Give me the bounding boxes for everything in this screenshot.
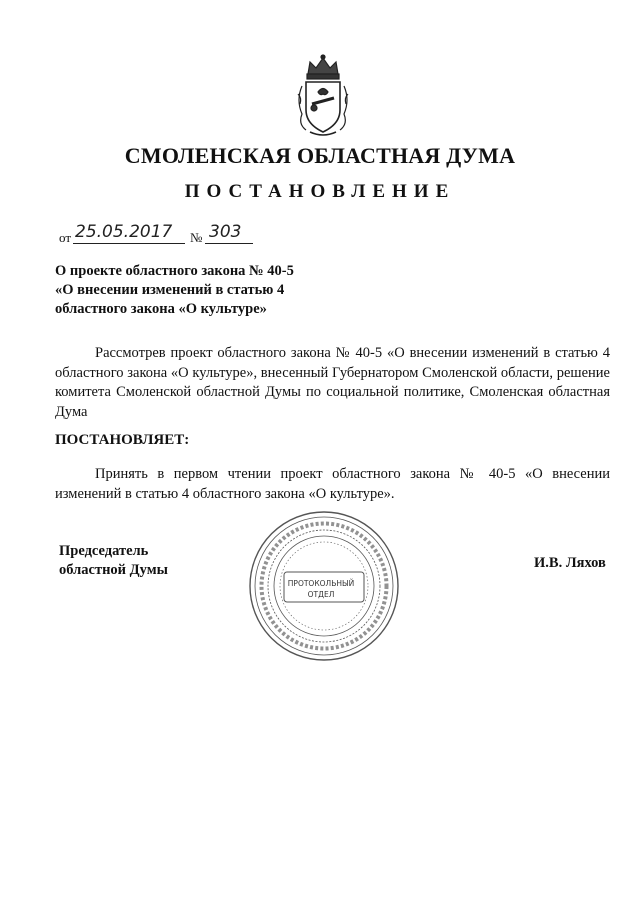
organization-title: СМОЛЕНСКАЯ ОБЛАСТНАЯ ДУМА	[124, 143, 516, 168]
position-line: Председатель	[59, 543, 149, 559]
subject-block	[55, 262, 375, 319]
document-type-title: ПОСТАНОВЛЕНИЕ	[184, 181, 456, 202]
subject-line: областного закона «О культуре»	[55, 301, 267, 317]
subject-line: О проекте областного закона № 40-5	[55, 263, 294, 279]
resolve-heading: ПОСТАНОВЛЯЕТ:	[55, 432, 190, 448]
resolution-paragraph: Принять в первом чтении проект областного закона № 40-5 «О внесении изменений в статью 4 областного закона «О культуре».	[55, 466, 610, 502]
signatory-position	[59, 542, 168, 580]
seal-line: ОТДЕЛ	[307, 590, 335, 599]
number-underline	[205, 243, 253, 244]
coat-of-arms-icon	[292, 52, 354, 138]
position-line: областной Думы	[59, 562, 168, 578]
preamble-paragraph: Рассмотрев проект областного закона № 40-5 «О внесении изменений в статью 4 областного закона «О культуре», внесенный Губернатором Смоленской области, решение комитета Смоленской областной Думы по социальной политике, Смоленская областная Дума	[55, 345, 610, 420]
seal-center-text	[284, 578, 358, 600]
date-prefix: от	[59, 230, 72, 245]
seal-line: ПРОТОКОЛЬНЫЙ	[287, 579, 355, 588]
date-value: 25.05.2017	[75, 222, 173, 242]
number-prefix: №	[190, 230, 203, 245]
date-underline	[73, 243, 185, 244]
number-value: 303	[209, 222, 242, 242]
subject-line: «О внесении изменений в статью 4	[55, 282, 285, 298]
signatory-name: И.В. Ляхов	[534, 555, 606, 571]
